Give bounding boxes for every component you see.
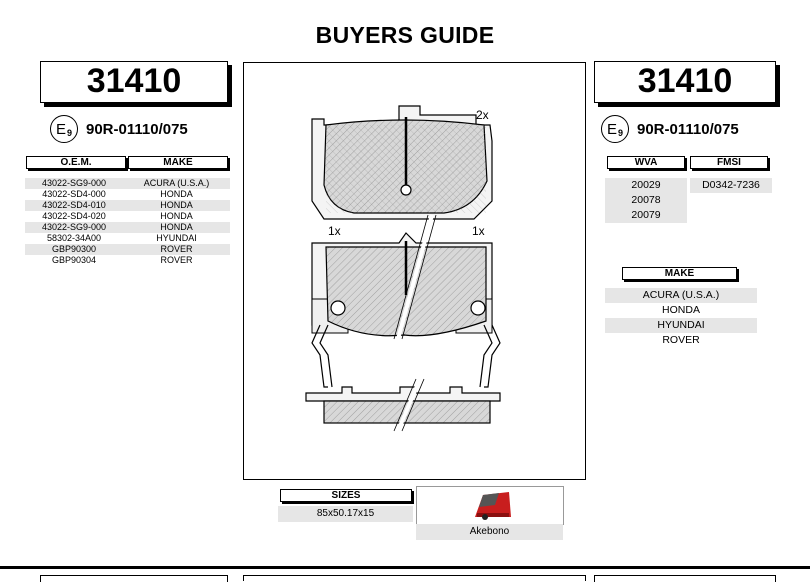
part-number-left: 31410 — [40, 61, 228, 103]
make-name: HYUNDAI — [156, 233, 197, 243]
label-1x-right: 1x — [472, 224, 485, 238]
next-partbox-left — [40, 575, 228, 582]
make-list-header: MAKE — [622, 267, 737, 280]
oem-table — [25, 178, 230, 266]
make-name: ROVER — [160, 244, 193, 254]
wva-list — [605, 178, 687, 223]
sizes-value: 85x50.17x15 — [278, 506, 413, 522]
table-row — [25, 178, 230, 189]
oem-number: GBP90304 — [51, 255, 97, 265]
brand-label: Akebono — [416, 524, 563, 540]
make-name: HONDA — [160, 211, 193, 221]
oem-number: 43022-SG9-000 — [41, 222, 107, 232]
make-header: MAKE — [128, 156, 228, 169]
make-name: ACURA (U.S.A.) — [143, 178, 210, 188]
make-list — [605, 288, 757, 348]
label-1x-left: 1x — [328, 224, 341, 238]
table-row — [25, 211, 230, 222]
fmsi-header: FMSI — [690, 156, 768, 169]
e-mark-icon: E 9 — [50, 115, 78, 143]
make-name: ROVER — [160, 255, 193, 265]
e-mark-icon: E 9 — [601, 115, 629, 143]
make-value: HONDA — [662, 304, 700, 316]
part-number-right: 31410 — [594, 61, 776, 103]
table-row — [25, 233, 230, 244]
make-name: HONDA — [160, 189, 193, 199]
wva-value: 20079 — [605, 208, 687, 223]
label-2x: 2x — [476, 108, 489, 122]
table-row — [25, 244, 230, 255]
sizes-header: SIZES — [280, 489, 412, 502]
wva-value: 20029 — [605, 178, 687, 193]
next-partbox-right — [594, 575, 776, 582]
make-value: ROVER — [662, 334, 700, 346]
oem-number: 43022-SD4-010 — [42, 200, 106, 210]
brake-pad-diagram — [244, 63, 584, 478]
fmsi-list — [690, 178, 772, 193]
oem-header: O.E.M. — [26, 156, 126, 169]
fmsi-value: D0342-7236 — [690, 178, 772, 193]
akebono-logo-image — [417, 487, 563, 524]
top-pad — [312, 106, 492, 219]
page-title: BUYERS GUIDE — [315, 22, 495, 48]
section-divider — [0, 566, 810, 569]
make-name: HONDA — [160, 222, 193, 232]
side-view — [306, 379, 500, 431]
table-row — [25, 189, 230, 200]
wva-value: 20078 — [605, 193, 687, 208]
oem-number: 43022-SD4-000 — [42, 189, 106, 199]
ecert-right — [601, 115, 739, 143]
oem-number: GBP90300 — [51, 244, 97, 254]
table-row — [25, 222, 230, 233]
brake-pad-drawing — [243, 62, 586, 480]
make-value: ACURA (U.S.A.) — [605, 288, 757, 303]
oem-number: 43022-SD4-020 — [42, 211, 106, 221]
ecert-left — [50, 115, 188, 143]
brand-image — [416, 486, 564, 525]
table-row — [25, 255, 230, 266]
ecert-code: 90R-01110/075 — [86, 120, 188, 138]
oem-number: 58302-34A00 — [46, 233, 102, 243]
next-drawing-box — [243, 575, 586, 581]
make-value: HYUNDAI — [605, 318, 757, 333]
make-name: HONDA — [160, 200, 193, 210]
wva-header: WVA — [607, 156, 685, 169]
table-row — [25, 200, 230, 211]
oem-number: 43022-SG9-000 — [41, 178, 107, 188]
ecert-code: 90R-01110/075 — [637, 120, 739, 138]
